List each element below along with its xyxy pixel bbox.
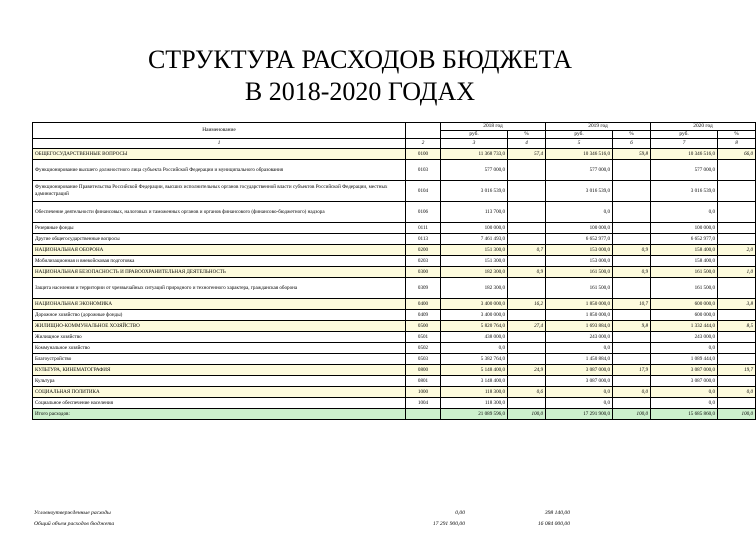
table-row [33, 256, 756, 267]
row-rub-2018: 151 300,0 [441, 256, 508, 267]
row-code: 0309 [406, 278, 441, 299]
header-year-2019: 2019 год [546, 123, 651, 131]
row-pct-2019: 17,9 [613, 365, 651, 376]
row-code: 0409 [406, 310, 441, 321]
header-pct-2019: % [613, 131, 651, 139]
header-code [406, 123, 441, 139]
row-pct-2019 [613, 256, 651, 267]
row-name: Культура [33, 376, 406, 387]
row-rub-2019: 1 450 884,0 [546, 354, 613, 365]
row-pct-2019 [613, 310, 651, 321]
row-rub-2018: 11 368 733,0 [441, 149, 508, 160]
header-year-2018: 2018 год [441, 123, 546, 131]
row-rub-2018: 113 700,0 [441, 202, 508, 223]
row-name: Мобилизационная и вневойсковая подготовка [33, 256, 406, 267]
col-number-1: 1 [33, 139, 406, 149]
row-name: НАЦИОНАЛЬНАЯ ЭКОНОМИКА [33, 299, 406, 310]
row-rub-2020: 158 400,0 [651, 245, 718, 256]
row-rub-2019: 100 000,0 [546, 223, 613, 234]
note-row-conditional [32, 510, 688, 521]
page-title-line-1: СТРУКТУРА РАСХОДОВ БЮДЖЕТА [147, 45, 573, 74]
col-number-2: 2 [406, 139, 441, 149]
row-rub-2018: 5 148 400,0 [441, 365, 508, 376]
row-code: 0500 [406, 321, 441, 332]
row-rub-2019: 0,0 [546, 343, 613, 354]
table-row [33, 409, 756, 420]
row-pct-2020 [718, 376, 756, 387]
row-rub-2018: 0,0 [441, 343, 508, 354]
row-pct-2020 [718, 354, 756, 365]
row-pct-2020 [718, 343, 756, 354]
row-pct-2018 [508, 202, 546, 223]
table-row [33, 376, 756, 387]
row-code: 0801 [406, 376, 441, 387]
row-rub-2020: 3 016 539,0 [651, 181, 718, 202]
note-row-total-volume [32, 521, 688, 532]
row-pct-2019: 59,8 [613, 149, 651, 160]
row-pct-2020 [718, 278, 756, 299]
row-rub-2020: 3 087 000,0 [651, 376, 718, 387]
row-name: Функционирование высшего должностного лица субъекта Российской Федерации и муниципального образования [33, 160, 406, 181]
row-rub-2018: 182 300,0 [441, 278, 508, 299]
row-pct-2019 [613, 160, 651, 181]
row-pct-2018: 100,0 [508, 409, 546, 420]
header-rub-2020: руб. [651, 131, 718, 139]
row-pct-2019: 0,9 [613, 245, 651, 256]
table-row [33, 267, 756, 278]
row-pct-2018 [508, 398, 546, 409]
table-row [33, 332, 756, 343]
row-name: Благоустройство [33, 354, 406, 365]
note-total-volume-2020: 16 084 000,00 [537, 521, 570, 527]
table-row [33, 234, 756, 245]
row-rub-2019: 1 850 000,0 [546, 299, 613, 310]
row-code: 0400 [406, 299, 441, 310]
notes-block [32, 510, 688, 532]
row-pct-2020 [718, 256, 756, 267]
header-row-years [33, 123, 756, 131]
row-pct-2018: 0,6 [508, 387, 546, 398]
row-rub-2018: 3 016 539,0 [441, 181, 508, 202]
table-row [33, 245, 756, 256]
row-pct-2018: 0,9 [508, 267, 546, 278]
row-code: 0200 [406, 245, 441, 256]
header-name: Наименование [33, 123, 406, 139]
page-title-line-2: В 2018-2020 ГОДАХ [244, 77, 476, 106]
row-pct-2019 [613, 376, 651, 387]
table-row [33, 223, 756, 234]
row-rub-2020: 158 400,0 [651, 256, 718, 267]
row-rub-2019: 6 652 977,0 [546, 234, 613, 245]
row-rub-2018: 182 300,0 [441, 267, 508, 278]
row-rub-2020: 1 089 444,0 [651, 354, 718, 365]
header-pct-2018: % [508, 131, 546, 139]
row-pct-2018 [508, 278, 546, 299]
row-pct-2020 [718, 332, 756, 343]
row-pct-2018: 27,4 [508, 321, 546, 332]
row-pct-2019 [613, 278, 651, 299]
row-name: Обеспечение деятельности финансовых, налоговых и таможенных органов и органов финансового (финансово-бюджетного) надзора [33, 202, 406, 223]
row-rub-2020: 243 000,0 [651, 332, 718, 343]
header-year-2020: 2020 год [651, 123, 756, 131]
row-rub-2019: 153 000,0 [546, 256, 613, 267]
row-pct-2020 [718, 223, 756, 234]
row-rub-2018: 3 148 400,0 [441, 376, 508, 387]
row-name: Дорожное хозяйство (дорожные фонды) [33, 310, 406, 321]
row-rub-2020: 0,0 [651, 343, 718, 354]
row-rub-2020: 100 000,0 [651, 223, 718, 234]
row-rub-2019: 0,0 [546, 202, 613, 223]
col-number-3: 3 [441, 139, 508, 149]
row-name: Резервные фонды [33, 223, 406, 234]
row-pct-2019: 0,9 [613, 267, 651, 278]
row-name: СОЦИАЛЬНАЯ ПОЛИТИКА [33, 387, 406, 398]
row-pct-2018: 0,7 [508, 245, 546, 256]
row-code: 0503 [406, 354, 441, 365]
table-row [33, 310, 756, 321]
row-pct-2018 [508, 354, 546, 365]
row-pct-2018: 57,4 [508, 149, 546, 160]
table-row [33, 398, 756, 409]
row-code: 1004 [406, 398, 441, 409]
row-rub-2018: 151 300,0 [441, 245, 508, 256]
row-pct-2018 [508, 223, 546, 234]
table-row [33, 387, 756, 398]
col-number-6: 6 [613, 139, 651, 149]
row-name: Функционирование Правительства Российской Федерации, высших исполнительных органов государственной власти субъектов Российской Федерации, местных администраций [33, 181, 406, 202]
table-body [33, 149, 756, 420]
row-pct-2020: 1,0 [718, 267, 756, 278]
row-rub-2019: 10 346 516,0 [546, 149, 613, 160]
row-pct-2020 [718, 398, 756, 409]
row-pct-2020: 0,0 [718, 387, 756, 398]
table-row [33, 354, 756, 365]
table-row [33, 202, 756, 223]
row-pct-2018 [508, 310, 546, 321]
row-code: 0800 [406, 365, 441, 376]
row-rub-2020: 0,0 [651, 398, 718, 409]
row-pct-2019 [613, 202, 651, 223]
table-header [33, 123, 756, 149]
row-pct-2018: 24,9 [508, 365, 546, 376]
row-rub-2018: 3 400 000,0 [441, 299, 508, 310]
row-code: 1000 [406, 387, 441, 398]
row-name: Жилищное хозяйство [33, 332, 406, 343]
row-code: 0106 [406, 202, 441, 223]
table-row [33, 365, 756, 376]
row-pct-2020: 2,0 [718, 245, 756, 256]
page-title [40, 44, 680, 108]
col-number-5: 5 [546, 139, 613, 149]
row-pct-2019 [613, 398, 651, 409]
row-name: Защита населения и территории от чрезвычайных ситуаций природного и техногенного характера, гражданская оборона [33, 278, 406, 299]
row-rub-2020: 600 000,0 [651, 299, 718, 310]
budget-table [32, 122, 756, 420]
row-name: ЖИЛИЩНО-КОММУНАЛЬНОЕ ХОЗЯЙСТВО [33, 321, 406, 332]
row-name: НАЦИОНАЛЬНАЯ БЕЗОПАСНОСТЬ И ПРАВООХРАНИТЕЛЬНАЯ ДЕЯТЕЛЬНОСТЬ [33, 267, 406, 278]
row-pct-2018 [508, 181, 546, 202]
row-rub-2020: 15 685 860,0 [651, 409, 718, 420]
table-row [33, 149, 756, 160]
note-label-conditional: Условноутвержденные расходы [34, 510, 111, 516]
row-rub-2020: 600 000,0 [651, 310, 718, 321]
col-number-4: 4 [508, 139, 546, 149]
header-pct-2020: % [718, 131, 756, 139]
row-rub-2019: 0,0 [546, 398, 613, 409]
row-rub-2020: 1 332 444,0 [651, 321, 718, 332]
row-rub-2019: 0,0 [546, 387, 613, 398]
row-rub-2019: 153 000,0 [546, 245, 613, 256]
row-pct-2019: 100,0 [613, 409, 651, 420]
note-total-volume-2019: 17 291 900,00 [432, 521, 465, 527]
row-name: Другие общегосударственные вопросы [33, 234, 406, 245]
row-rub-2019: 1 850 000,0 [546, 310, 613, 321]
row-rub-2020: 0,0 [651, 202, 718, 223]
row-code: 0113 [406, 234, 441, 245]
row-pct-2018 [508, 234, 546, 245]
row-rub-2019: 3 087 000,0 [546, 376, 613, 387]
budget-table-container [32, 122, 753, 420]
row-pct-2018: 16,2 [508, 299, 546, 310]
row-pct-2020 [718, 181, 756, 202]
row-name: Коммунальное хозяйство [33, 343, 406, 354]
row-rub-2018: 5 382 764,0 [441, 354, 508, 365]
row-name: ОБЩЕГОСУДАРСТВЕННЫЕ ВОПРОСЫ [33, 149, 406, 160]
row-pct-2018 [508, 376, 546, 387]
row-rub-2019: 243 000,0 [546, 332, 613, 343]
table-row [33, 160, 756, 181]
row-pct-2019: 0,0 [613, 387, 651, 398]
row-rub-2018: 3 400 000,0 [441, 310, 508, 321]
row-name: Социальное обеспечение населения [33, 398, 406, 409]
row-pct-2020: 66,0 [718, 149, 756, 160]
row-pct-2019 [613, 354, 651, 365]
row-pct-2020: 19,7 [718, 365, 756, 376]
row-rub-2019: 161 500,0 [546, 278, 613, 299]
row-rub-2019: 3 087 000,0 [546, 365, 613, 376]
row-code [406, 409, 441, 420]
row-rub-2018: 577 000,0 [441, 160, 508, 181]
row-code: 0501 [406, 332, 441, 343]
row-pct-2019: 9,8 [613, 321, 651, 332]
row-rub-2019: 17 291 900,0 [546, 409, 613, 420]
row-pct-2020 [718, 202, 756, 223]
row-rub-2018: 118 300,0 [441, 387, 508, 398]
row-code: 0300 [406, 267, 441, 278]
row-code: 0111 [406, 223, 441, 234]
row-name: НАЦИОНАЛЬНАЯ ОБОРОНА [33, 245, 406, 256]
header-rub-2018: руб. [441, 131, 508, 139]
row-rub-2020: 3 087 000,0 [651, 365, 718, 376]
col-number-8: 8 [718, 139, 756, 149]
note-label-total-volume: Общий объем расходов бюджета [34, 521, 115, 527]
row-pct-2018 [508, 332, 546, 343]
col-number-7: 7 [651, 139, 718, 149]
row-pct-2020 [718, 160, 756, 181]
row-pct-2018 [508, 160, 546, 181]
row-rub-2020: 577 000,0 [651, 160, 718, 181]
row-pct-2019: 10,7 [613, 299, 651, 310]
row-rub-2018: 5 820 764,0 [441, 321, 508, 332]
row-name: КУЛЬТУРА, КИНЕМАТОГРАФИЯ [33, 365, 406, 376]
row-rub-2020: 161 500,0 [651, 278, 718, 299]
row-pct-2019 [613, 343, 651, 354]
row-rub-2020: 161 500,0 [651, 267, 718, 278]
table-row [33, 181, 756, 202]
row-pct-2018 [508, 256, 546, 267]
row-rub-2018: 100 000,0 [441, 223, 508, 234]
row-rub-2019: 577 000,0 [546, 160, 613, 181]
row-rub-2019: 161 500,0 [546, 267, 613, 278]
table-row [33, 278, 756, 299]
row-rub-2019: 1 693 884,0 [546, 321, 613, 332]
row-rub-2020: 0,0 [651, 387, 718, 398]
row-pct-2020 [718, 234, 756, 245]
row-code: 0203 [406, 256, 441, 267]
table-row [33, 299, 756, 310]
row-pct-2019 [613, 223, 651, 234]
table-row [33, 321, 756, 332]
row-rub-2020: 6 652 977,0 [651, 234, 718, 245]
row-code: 0100 [406, 149, 441, 160]
row-rub-2019: 3 016 539,0 [546, 181, 613, 202]
row-code: 0104 [406, 181, 441, 202]
note-conditional-2019: 0,00 [455, 510, 465, 516]
row-rub-2018: 7 461 493,0 [441, 234, 508, 245]
row-rub-2018: 21 089 596,0 [441, 409, 508, 420]
row-code: 0103 [406, 160, 441, 181]
row-pct-2020: 3,8 [718, 299, 756, 310]
row-rub-2020: 10 346 516,0 [651, 149, 718, 160]
row-code: 0502 [406, 343, 441, 354]
row-pct-2020 [718, 310, 756, 321]
row-pct-2019 [613, 332, 651, 343]
row-name: Итого расходов: [33, 409, 406, 420]
row-pct-2019 [613, 234, 651, 245]
row-pct-2020: 8,5 [718, 321, 756, 332]
row-pct-2018 [508, 343, 546, 354]
table-row [33, 343, 756, 354]
row-rub-2018: 118 300,0 [441, 398, 508, 409]
row-rub-2018: 438 000,0 [441, 332, 508, 343]
row-pct-2020: 100,0 [718, 409, 756, 420]
header-rub-2019: руб. [546, 131, 613, 139]
note-conditional-2020: 398 140,00 [544, 510, 570, 516]
row-pct-2019 [613, 181, 651, 202]
header-row-numbering [33, 139, 756, 149]
